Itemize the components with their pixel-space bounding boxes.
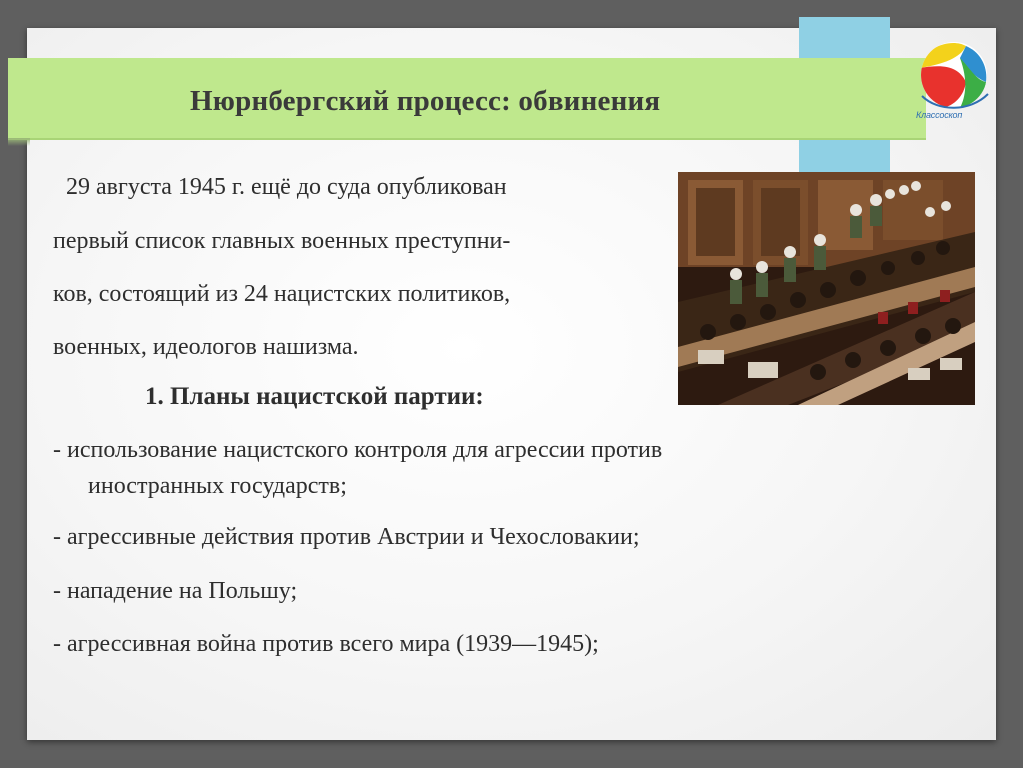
bullet-1-line-1: - использование нацистского контроля для агрессии против <box>53 437 663 463</box>
courtroom-photo <box>678 172 975 405</box>
page-title: Нюрнбергский процесс: обвинения <box>190 85 661 117</box>
bullet-3: - нападение на Польшу; <box>53 578 298 604</box>
bullet-1-line-2: иностранных государств; <box>88 473 347 499</box>
intro-line-2: первый список главных военных преступни- <box>53 228 511 254</box>
section-heading: 1. Планы нацистской партии: <box>145 383 484 410</box>
intro-line-3: ков, состоящий из 24 нацистских политиков, <box>53 281 511 307</box>
intro-line-1: 29 августа 1945 г. ещё до суда опубликован <box>66 174 507 200</box>
bullet-2: - агрессивные действия против Австрии и Чехословакии; <box>53 524 640 550</box>
intro-line-4: военных, идеологов нашизма. <box>53 334 359 360</box>
bullet-4: - агрессивная война против всего мира (1939—1945); <box>53 631 599 657</box>
logo-caption: Классоскоп <box>916 110 963 120</box>
banner-shadow <box>8 138 30 146</box>
